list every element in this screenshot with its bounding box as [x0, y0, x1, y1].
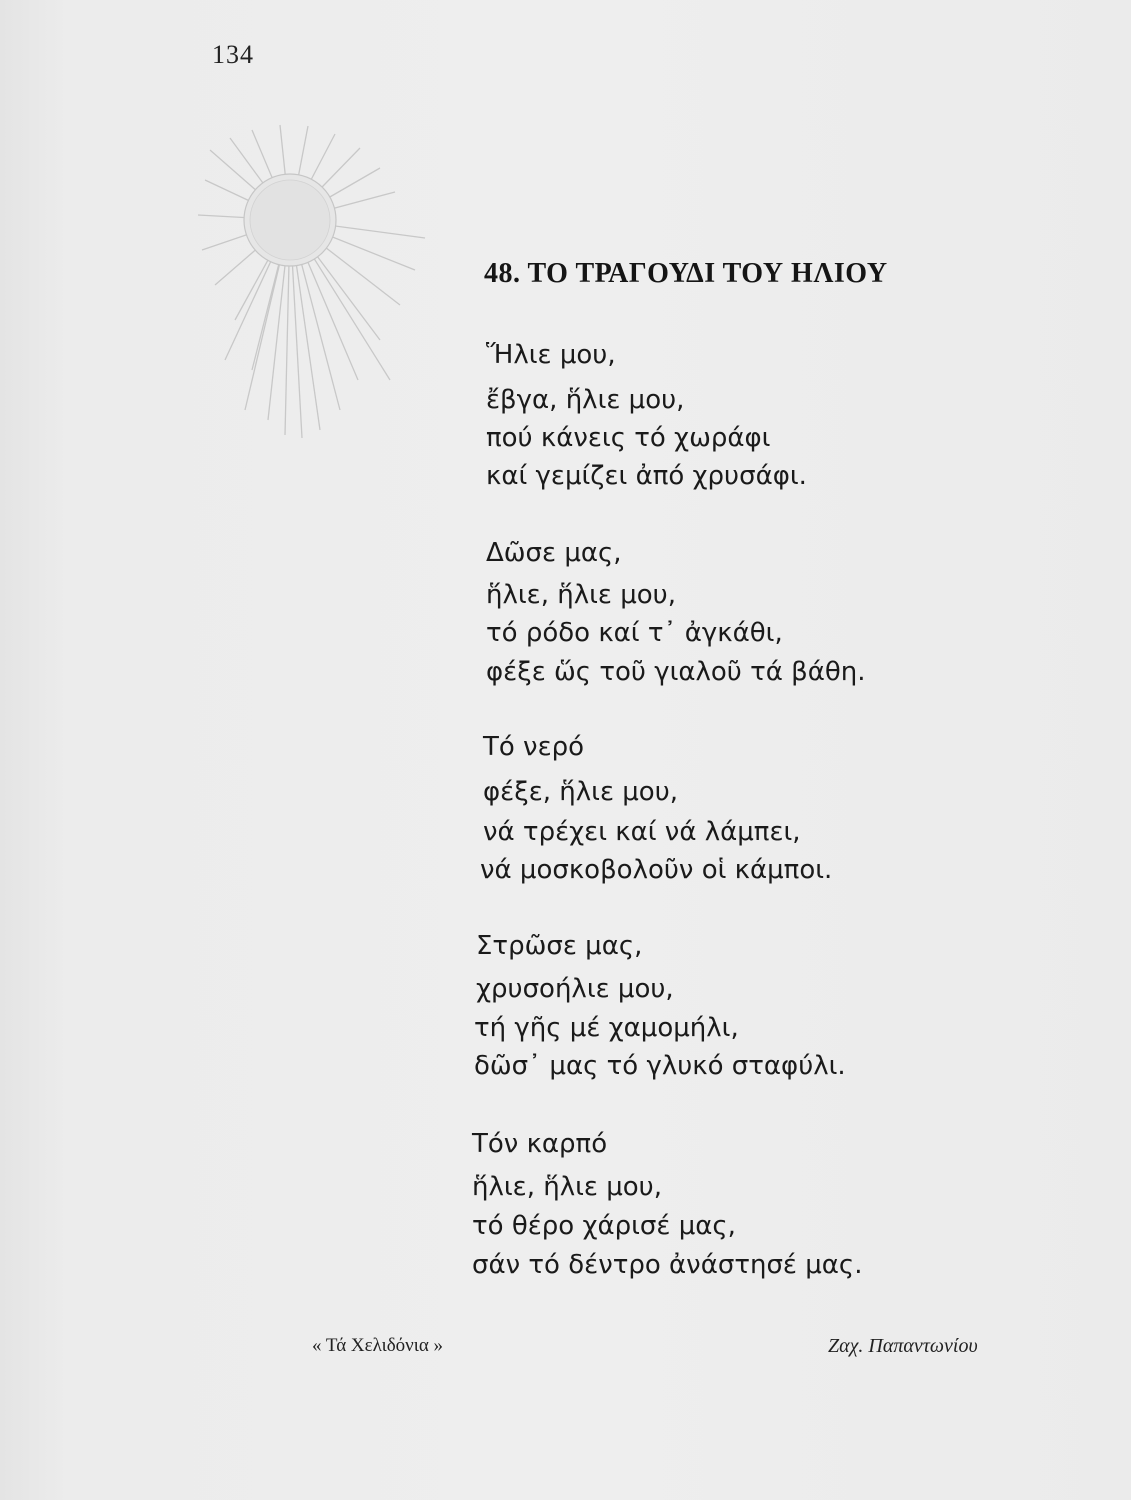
- page-number: 134: [212, 40, 254, 69]
- poem-source: « Τά Χελιδόνια »: [312, 1335, 444, 1356]
- poem-line: Τόν καρπό: [472, 1129, 608, 1159]
- poem-line: ἔβγα, ἥλιε μου,: [486, 385, 685, 415]
- poem-line: ἥλιε, ἥλιε μου,: [486, 580, 676, 610]
- poem-line: νά μοσκοβολοῦν οἱ κάμποι.: [480, 855, 833, 885]
- poem-line: χρυσοήλιε μου,: [476, 974, 674, 1004]
- poem-line: Ἥλιε μου,: [486, 340, 616, 370]
- poem-line: ἥλιε, ἥλιε μου,: [472, 1172, 662, 1202]
- poem-line: Τό νερό: [483, 732, 585, 762]
- poem-line: τό ρόδο καί τ᾽ ἀγκάθι,: [486, 618, 783, 648]
- poem-line: Στρῶσε μας,: [476, 931, 643, 961]
- poem-line: δῶσ᾽ μας τό γλυκό σταφύλι.: [474, 1051, 846, 1081]
- poem-line: καί γεμίζει ἀπό χρυσάφι.: [486, 461, 807, 491]
- poem-line: νά τρέχει καί νά λάμπει,: [483, 817, 801, 847]
- poem-line: φέξε, ἥλιε μου,: [483, 777, 679, 807]
- poem-line: τή γῆς μέ χαμομήλι,: [474, 1013, 739, 1043]
- poem-line: τό θέρο χάρισέ μας,: [472, 1211, 736, 1241]
- poem-line: σάν τό δέντρο ἀνάστησέ μας.: [472, 1250, 863, 1280]
- poem-author: Ζαχ. Παπαντωνίου: [828, 1335, 978, 1357]
- poem-title: 48. ΤΟ ΤΡΑΓΟΥΔΙ ΤΟΥ ΗΛΙΟΥ: [484, 258, 888, 289]
- poem-line: φέξε ὥς τοῦ γιαλοῦ τά βάθη.: [486, 657, 866, 687]
- poem-line: Δῶσε μας,: [486, 538, 622, 568]
- poem-line: πού κάνεις τό χωράφι: [486, 423, 771, 453]
